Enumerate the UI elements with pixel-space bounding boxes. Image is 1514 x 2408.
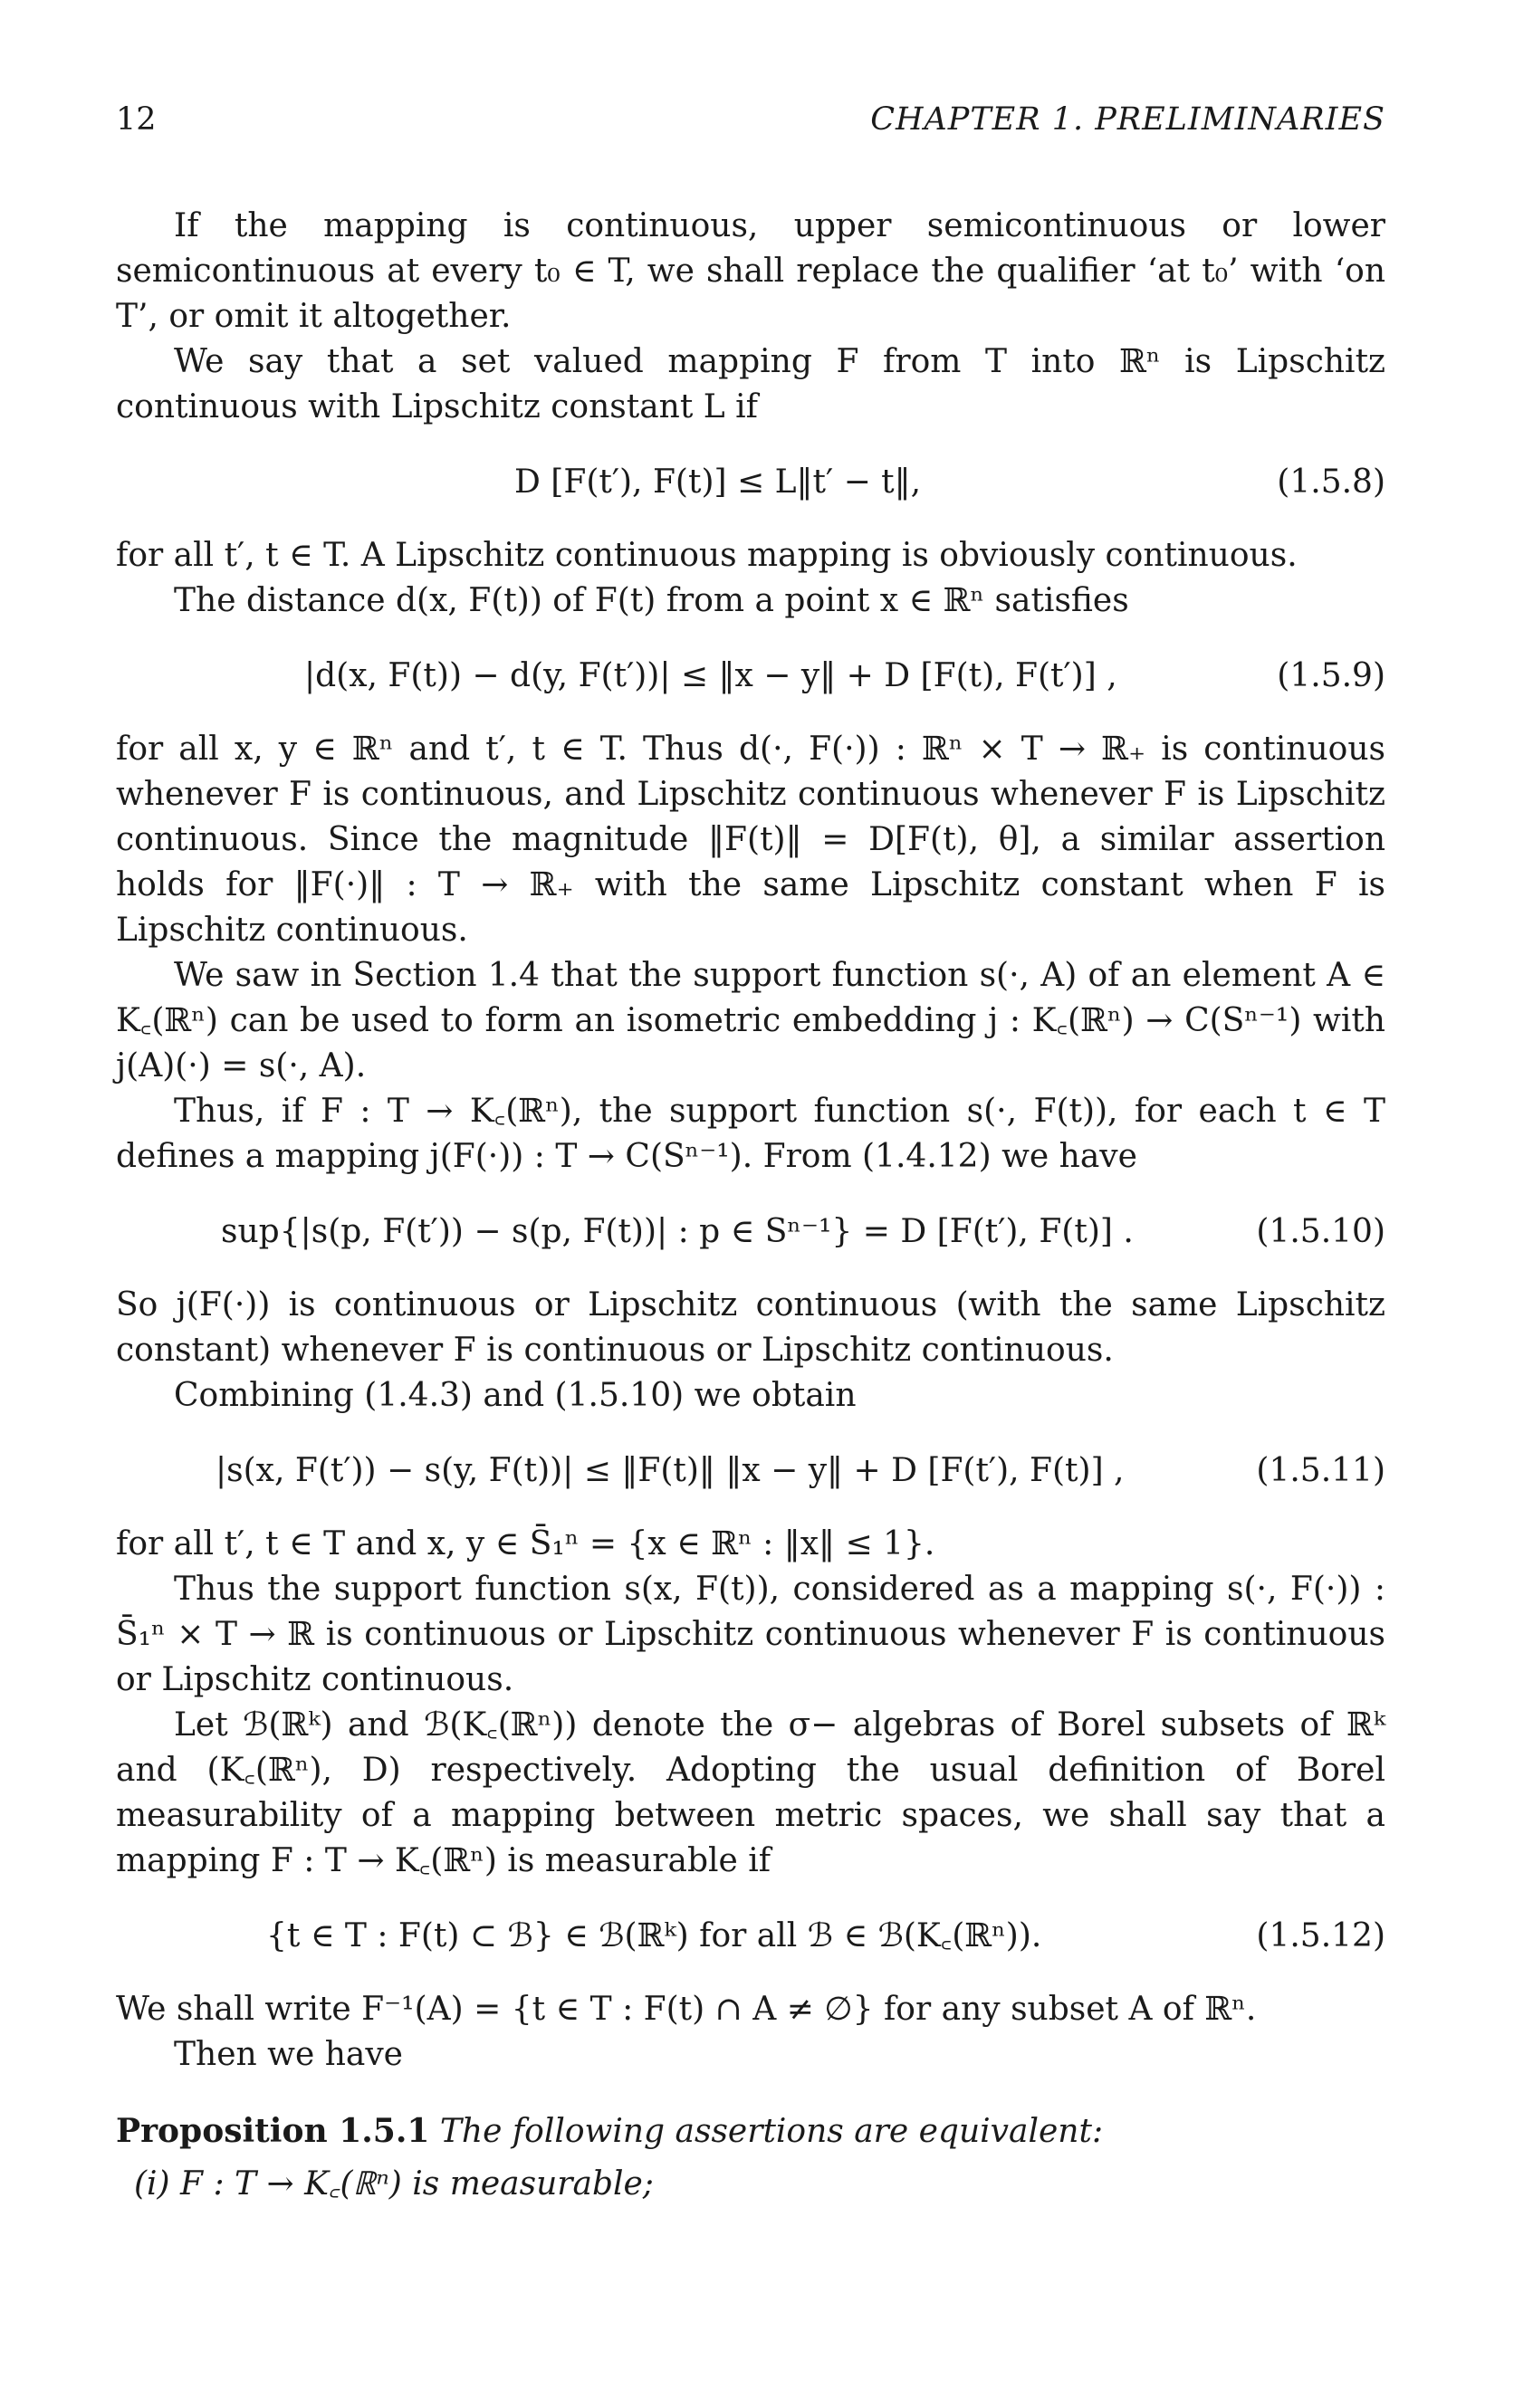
page-number: 12 [116,101,157,138]
equation-body: |s(x, F(t′)) − s(y, F(t))| ≤ ‖F(t)‖ ‖x − y‖ + D [F(t′), F(t)] , [216,1452,1125,1489]
equation-1-5-12 [116,1914,1385,1959]
paragraph: for all t′, t ∈ T and x, y ∈ S̄₁ⁿ = {x ∈ ℝⁿ : ‖x‖ ≤ 1}. [116,1525,935,1562]
equation-1-5-11 [116,1448,1385,1494]
paragraph: for all t′, t ∈ T. A Lipschitz continuous mapping is obviously continuous. [116,537,1298,574]
paragraph: We say that a set valued mapping F from T into ℝⁿ is Lipschitz continuous with Lipschitz constant L if [116,343,1385,425]
body-text [116,204,1385,2207]
paragraph: We shall write F⁻¹(A) = {t ∈ T : F(t) ∩ A ≠ ∅} for any subset A of ℝⁿ. [116,1991,1257,2028]
equation-body: |d(x, F(t)) − d(y, F(t′))| ≤ ‖x − y‖ + D [F(t), F(t′)] , [304,657,1117,694]
paragraph: Combining (1.4.3) and (1.5.10) we obtain [174,1377,857,1414]
equation-number: (1.5.9) [1277,657,1385,694]
paragraph: We saw in Section 1.4 that the support function s(·, A) of an element A ∈ K꜀(ℝⁿ) can be used to form an isometric embedding j : K꜀(ℝⁿ) → C(Sⁿ⁻¹) with j(A)(·) = s(·, A). [116,957,1385,1085]
proposition-label: Proposition 1.5.1 [116,2112,430,2150]
proposition-statement: The following assertions are equivalent: [439,2113,1104,2150]
paragraph: Thus, if F : T → K꜀(ℝⁿ), the support function s(·, F(t)), for each t ∈ T defines a mapping j(F(·)) : T → C(Sⁿ⁻¹). From (1.4.12) we have [116,1093,1385,1175]
running-title: CHAPTER 1. PRELIMINARIES [870,101,1385,138]
equation-number: (1.5.12) [1256,1917,1385,1954]
proposition-1-5-1 [116,2108,1385,2155]
equation-body: {t ∈ T : F(t) ⊂ ℬ} ∈ ℬ(ℝᵏ) for all ℬ ∈ ℬ(K꜀(ℝⁿ)). [266,1917,1042,1954]
equation-1-5-9 [116,654,1385,699]
paragraph: If the mapping is continuous, upper semicontinuous or lower semicontinuous at every t₀ ∈ T, we shall replace the qualifier ‘at t₀’ with ‘on T’, or omit it altogether. [116,207,1385,335]
equation-number: (1.5.11) [1256,1452,1385,1489]
paragraph: for all x, y ∈ ℝⁿ and t′, t ∈ T. Thus d(·, F(·)) : ℝⁿ × T → ℝ₊ is continuous whenever F is continuous, and Lipschitz continuous whenever F is Lipschitz continuous. Since the magnitude ‖F(t)‖ = D[F(t), θ], a similar assertion holds for ‖F(·)‖ : T → ℝ₊ with the same Lipschitz constant when F is Lipschitz continuous. [116,731,1385,949]
equation-body: D [F(t′), F(t)] ≤ L‖t′ − t‖, [514,463,922,501]
paragraph: So j(F(·)) is continuous or Lipschitz continuous (with the same Lipschitz constant) whenever F is continuous or Lipschitz continuous. [116,1286,1385,1369]
paragraph: Thus the support function s(x, F(t)), considered as a mapping s(·, F(·)) : S̄₁ⁿ × T → ℝ is continuous or Lipschitz continuous whenever F is continuous or Lipschitz continuous. [116,1571,1385,1698]
equation-number: (1.5.8) [1277,463,1385,501]
paragraph: Let ℬ(ℝᵏ) and ℬ(K꜀(ℝⁿ)) denote the σ− algebras of Borel subsets of ℝᵏ and (K꜀(ℝⁿ), D) respectively. Adopting the usual definition of Borel measurability of a mapping between metric spaces, we shall say that a mapping F : T → K꜀(ℝⁿ) is measurable if [116,1706,1385,1879]
paragraph: Then we have [174,2036,403,2073]
equation-number: (1.5.10) [1256,1213,1385,1250]
page-header [116,101,1385,147]
equation-body: sup{|s(p, F(t′)) − s(p, F(t))| : p ∈ Sⁿ⁻¹} = D [F(t′), F(t)] . [221,1213,1134,1250]
proposition-item-i: (i) F : T → K꜀(ℝⁿ) is measurable; [134,2165,654,2203]
equation-1-5-10 [116,1209,1385,1255]
paragraph: The distance d(x, F(t)) of F(t) from a point x ∈ ℝⁿ satisfies [174,582,1129,619]
equation-1-5-8 [116,460,1385,505]
